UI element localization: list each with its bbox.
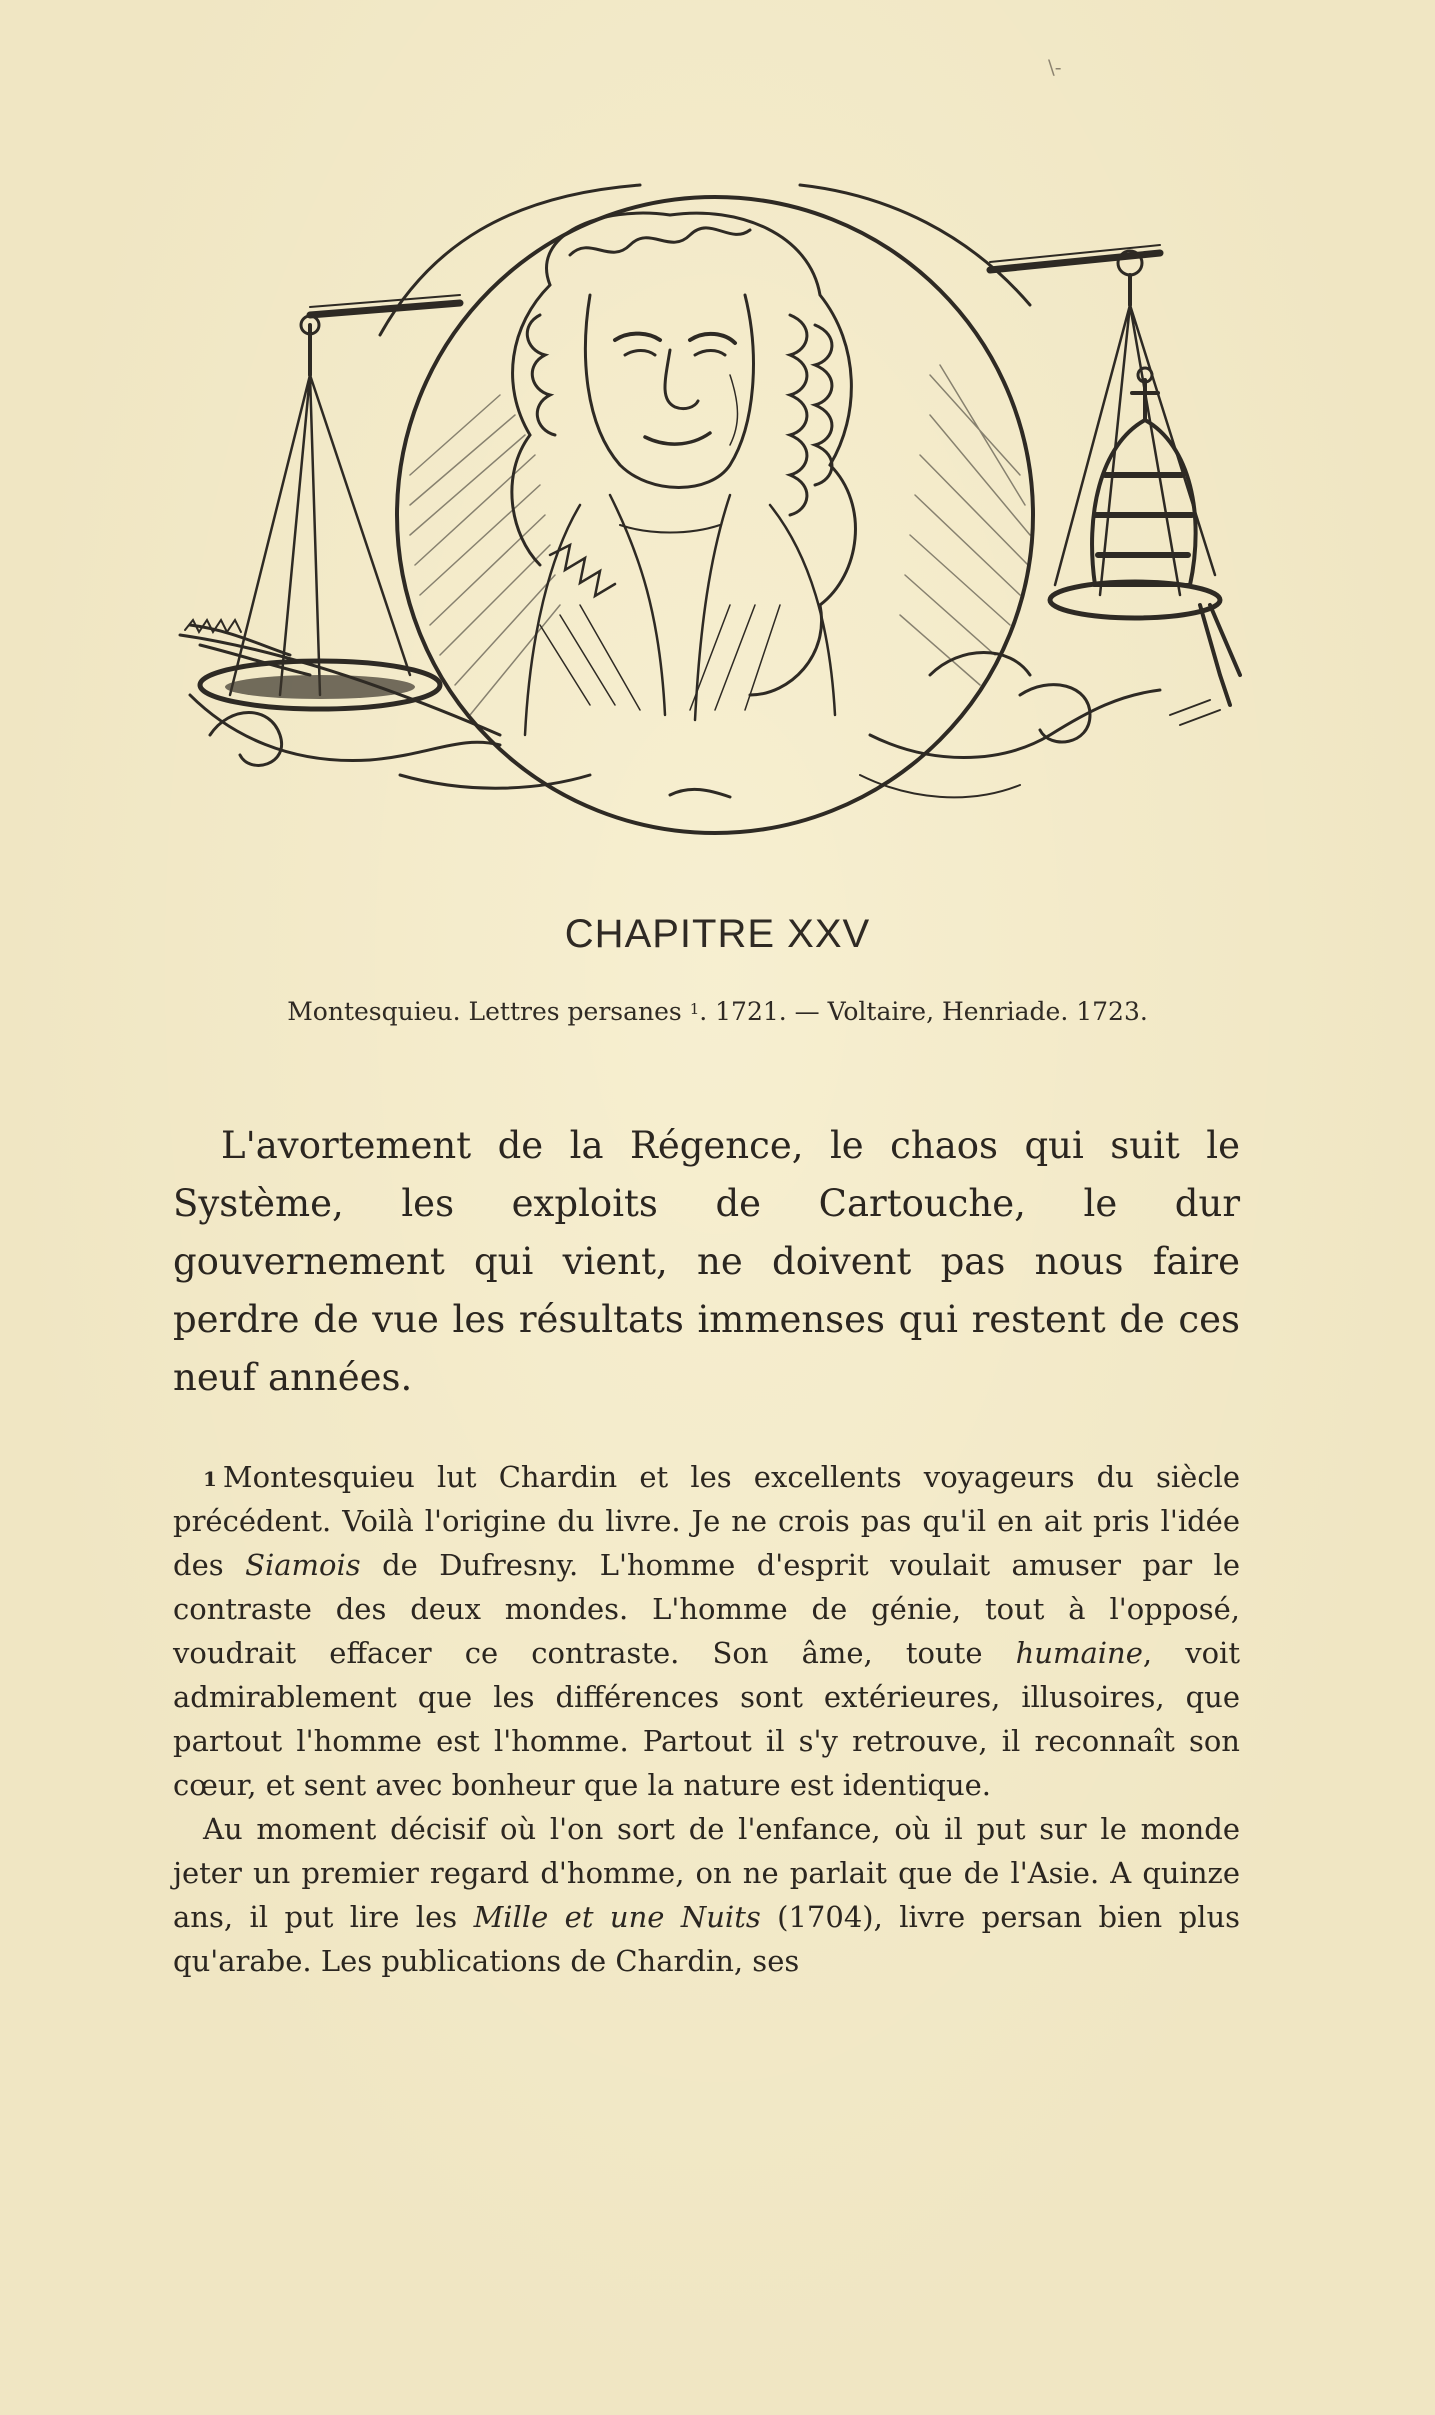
page-mark: \-	[1048, 55, 1062, 79]
second-paragraph-text-1: Au moment décisif où l'on sort de l'enfance, où il put sur le monde jeter un premier regard d'homme, on ne parlait que de l'Asie. A quinze ans, il put lire les	[173, 1812, 1240, 1934]
chapter-title: CHAPITRE XXV	[564, 912, 871, 956]
footnote-text-3: , voit admirablement que les différences sont extérieures, illusoires, que partout l'homme est l'homme. Partout il s'y retrouve, il reconnaît son cœur, et sent avec bonheur que la nature est identique.	[173, 1636, 1240, 1802]
footnote-text-2: de Dufresny. L'homme d'esprit voulait amuser par le contraste des deux mondes. L'homme de génie, tout à l'opposé, voudrait effacer ce contraste. Son âme, toute	[173, 1548, 1240, 1670]
footnote-section	[173, 1455, 1240, 1983]
chapter-subtitle	[240, 993, 1195, 1030]
right-scale-pan	[1050, 582, 1220, 618]
main-text	[173, 1117, 1240, 1407]
portrait-engraving	[170, 175, 1255, 855]
second-paragraph	[173, 1807, 1240, 1983]
second-paragraph-text-2: (1704), livre persan bien plus qu'arabe. Les publications de Chardin, ses	[173, 1900, 1241, 1978]
subtitle-part1: Montesquieu. Lettres persanes	[287, 997, 690, 1026]
portrait-frame	[397, 197, 1033, 833]
right-scale-strings	[1055, 305, 1215, 595]
background-hatching	[410, 365, 1030, 715]
footnote-text-1: Montesquieu lut Chardin et les excellents voyageurs du siècle précédent. Voilà l'origine du livre. Je ne crois pas qu'il en ait pris l'idée des	[173, 1460, 1240, 1582]
second-paragraph-italic-title: Mille et une Nuits	[473, 1900, 761, 1934]
portrait-wig	[512, 213, 856, 695]
portrait-face	[585, 295, 753, 488]
opening-paragraph: L'avortement de la Régence, le chaos qui suit le Système, les exploits de Cartouche, le dur gouvernement qui vient, ne doivent pas nous faire perdre de vue les résultats immenses qui restent de ces neuf années.	[173, 1124, 1240, 1399]
tiara	[1092, 420, 1196, 585]
footnote-paragraph	[173, 1455, 1240, 1807]
footnote-italic-siamois: Siamois	[245, 1548, 361, 1582]
footnote-marker: 1	[203, 1467, 217, 1491]
subtitle-footnote-marker: 1	[689, 1000, 700, 1018]
left-scale-strings	[230, 375, 410, 695]
subtitle-part2: . 1721. — Voltaire, Henriade. 1723.	[699, 997, 1148, 1026]
footnote-italic-humaine: humaine	[1015, 1636, 1143, 1670]
portrait-coat	[525, 495, 835, 735]
